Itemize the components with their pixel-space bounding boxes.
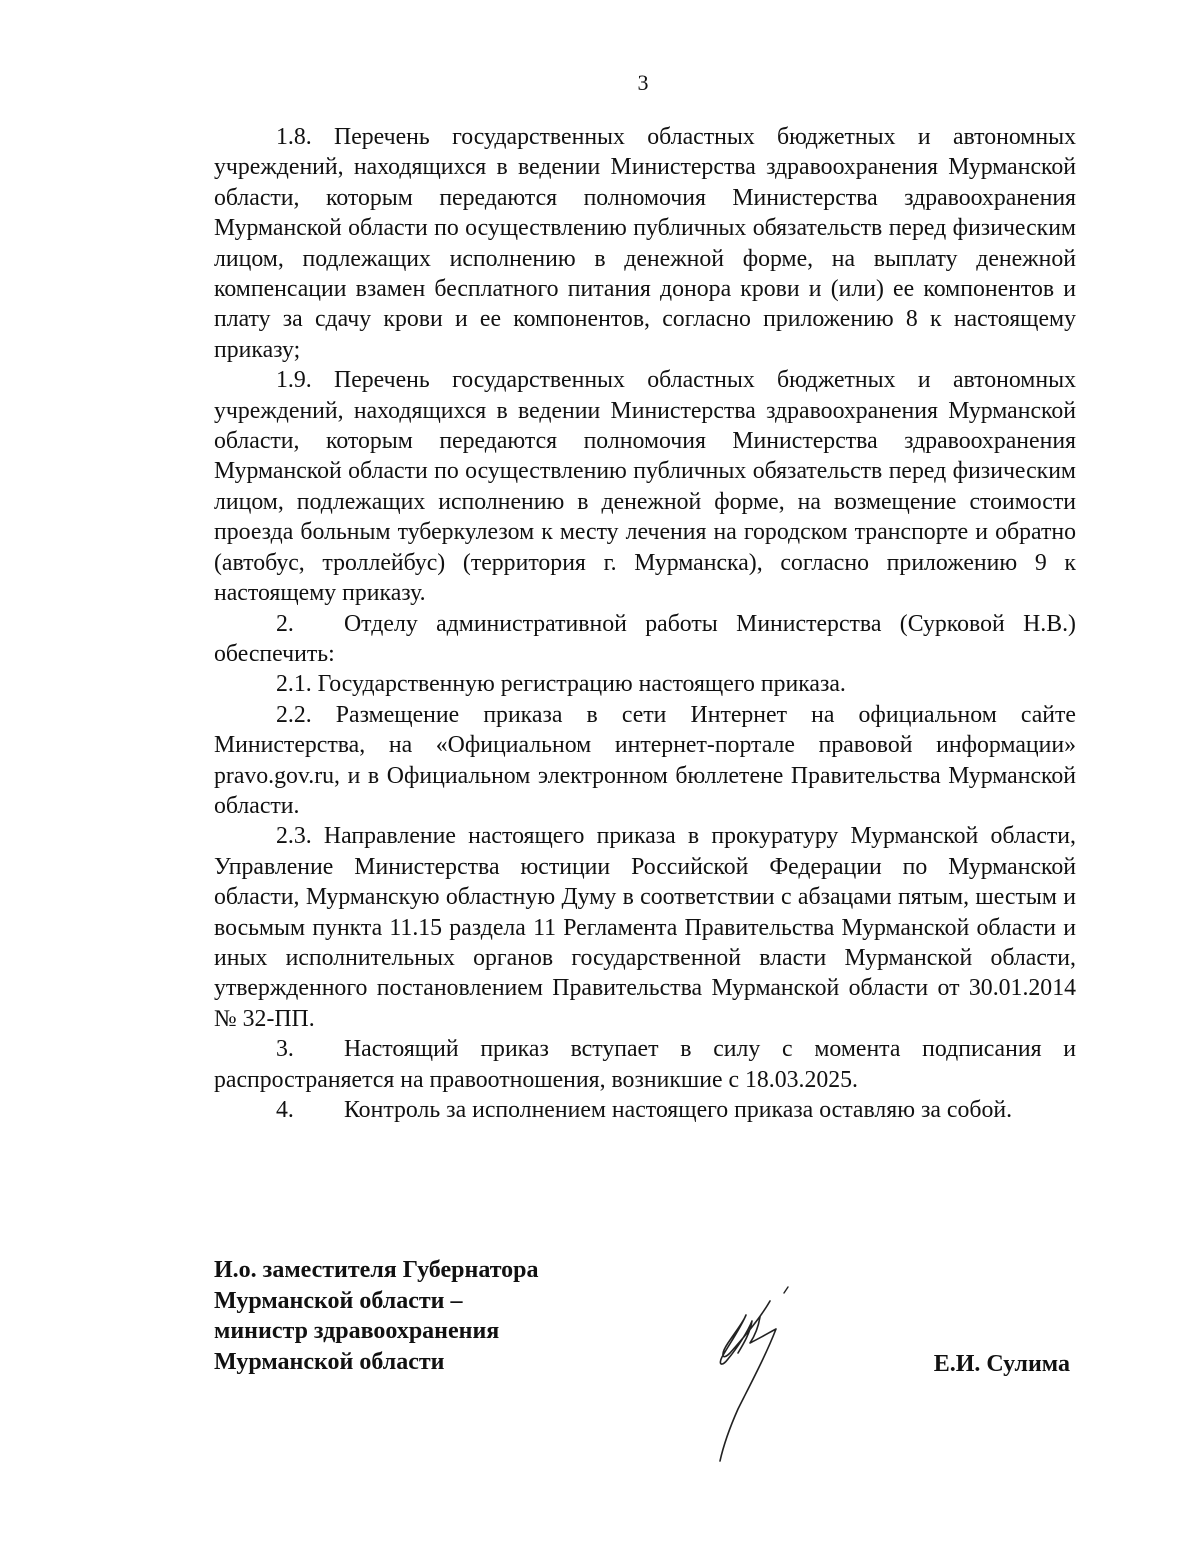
- signer-name: Е.И. Сулима: [933, 1351, 1070, 1377]
- paragraph-3: [214, 1034, 1076, 1095]
- page-number: 3: [637, 70, 649, 95]
- paragraph-2-text: Отделу административной работы Министерства (Сурковой Н.В.) обеспечить:: [214, 610, 1076, 667]
- signatory-title-line-3: министр здравоохранения: [214, 1318, 500, 1344]
- handwritten-signature: [700, 1285, 800, 1465]
- paragraph-2-1: 2.1. Государственную регистрацию настоящего приказа.: [276, 671, 846, 698]
- paragraph-1-8: 1.8. Перечень государственных областных бюджетных и автономных учреждений, находящихся в ведении Министерства здравоохранения Мурманской области, которым передаются полномочия Министерства здравоохранения Мурманской области по осуществлению публичных обязательств перед физическим лицом, подлежащих исполнению в денежной форме, на выплату денежной компенсации взамен бесплатного питания донора крови и (или) ее компонентов и плату за сдачу крови и ее компонентов, согласно приложению 8 к настоящему приказу;: [214, 124, 1076, 363]
- paragraph-2-number: 2.: [276, 610, 294, 637]
- paragraph-2: [214, 609, 1076, 670]
- paragraph-4-text: Контроль за исполнением настоящего приказа оставляю за собой.: [344, 1097, 1013, 1123]
- document-body: [214, 122, 1076, 1125]
- signatory-title: [214, 1255, 539, 1377]
- paragraph-4: [214, 1095, 1076, 1125]
- paragraph-2-2: 2.2. Размещение приказа в сети Интернет на официальном сайте Министерства, на «Официальном интернет-портале правовой информации» pravo.gov.ru, и в Официальном электронном бюллетене Правительства Мурманской области.: [214, 701, 1076, 819]
- paragraph-4-number: 4.: [276, 1097, 294, 1123]
- paragraph-3-text: Настоящий приказ вступает в силу с момента подписания и распространяется на правоотношения, возникшие с 18.03.2025.: [214, 1036, 1076, 1093]
- paragraph-3-number: 3.: [276, 1036, 294, 1063]
- signatory-title-line-4: Мурманской области: [214, 1348, 445, 1375]
- paragraph-1-9: 1.9. Перечень государственных областных бюджетных и автономных учреждений, находящихся в ведении Министерства здравоохранения Мурманской области, которым передаются полномочия Министерства здравоохранения Мурманской области по осуществлению публичных обязательств перед физическим лицом, подлежащих исполнению в денежной форме, на возмещение стоимости проезда больным туберкулезом к месту лечения на городском транспорте и обратно (автобус, троллейбус) (территория г. Мурманска), согласно приложению 9 к настоящему приказу.: [214, 367, 1076, 607]
- paragraph-2-3: 2.3. Направление настоящего приказа в прокуратуру Мурманской области, Управление Министерства юстиции Российской Федерации по Мурманской области, Мурманскую областную Думу в соответствии с абзацами пятым, шестым и восьмым пункта 11.15 раздела 11 Регламента Правительства Мурманской области и иных исполнительных органов государственной власти Мурманской области, утвержденного постановлением Правительства Мурманской области от 30.01.2014 № 32-ПП.: [214, 823, 1076, 1032]
- signatory-title-line-1: И.о. заместителя Губернатора: [214, 1257, 539, 1283]
- signatory-title-line-2: Мурманской области –: [214, 1287, 463, 1314]
